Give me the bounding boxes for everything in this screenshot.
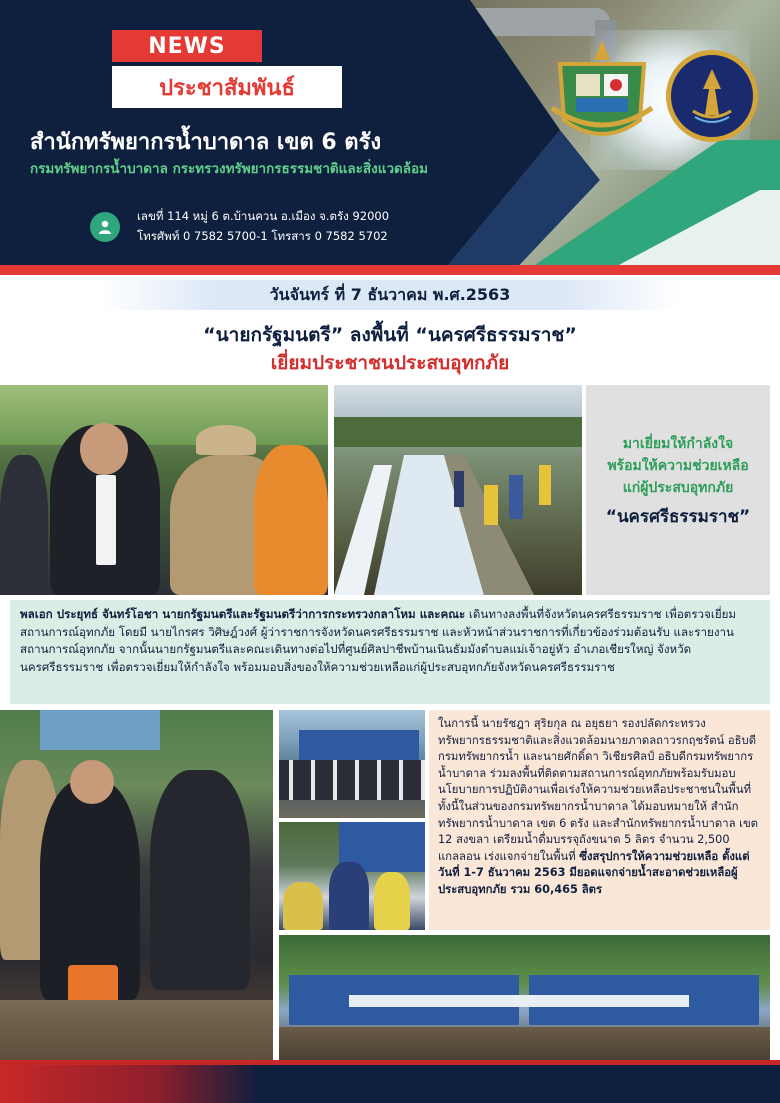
- person-shape: [0, 455, 48, 595]
- flood-water-shape: [0, 1000, 273, 1060]
- water-bottles-row: [349, 995, 689, 1007]
- headline-line-2: เยี่ยมประชาชนประสบอุทกภัย: [270, 352, 510, 374]
- banner-shape: [40, 710, 160, 750]
- person-shape: [283, 882, 323, 930]
- photo-walking-in-flood: [0, 710, 273, 1060]
- date-bar: วันจันทร์ ที่ 7 ธันวาคม พ.ศ.2563: [100, 280, 680, 310]
- user-location-icon: [90, 212, 120, 242]
- person-shape: [254, 445, 328, 595]
- person-shape: [374, 872, 410, 930]
- person-shape: [150, 770, 250, 990]
- pr-title: ประชาสัมพันธ์: [112, 66, 342, 108]
- department-title: กรมทรัพยากรน้ำบาดาล กระทรวงทรัพยากรธรรมชาติและสิ่งแวดล้อม: [30, 161, 429, 177]
- person-shape: [329, 862, 369, 930]
- photo-water-trucks-flood: [279, 935, 770, 1060]
- header-banner: [0, 0, 780, 275]
- photo-water-bottles-line: [334, 385, 582, 595]
- para1-lead: พลเอก ประยุทธ์ จันทร์โอชา นายกรัฐมนตรีและรัฐมนตรีว่าการกระทรวงกลาโหม และคณะ: [20, 607, 466, 621]
- cap-shape: [196, 425, 256, 455]
- water-bottles-row: [334, 445, 582, 595]
- para1-body: เดินทางลงพื้นที่จังหวัดนครศรีธรรมราช เพื่อตรวจเยี่ยมสถานการณ์อุทกภัย โดยมี นายไกรศร วิศิษฎ์วงศ์ ผู้ว่าราชการจังหวัดนครศรีธรรมราช และหัวหน้าส่วนราชการที่เกี่ยวข้องร่วมต้อนรับ และรายงานสถานการณ์อุทกภัย จากนั้นนายกรัฐมนตรีและคณะเดินทางต่อไปที่ศูนย์ศิลปาชีพบ้านเนินธัมมังตำบลแม่เจ้าอยู่หัว อำเภอเชียรใหญ่ จังหวัดนครศรีธรรมราช เพื่อตรวจเยี่ยมให้กำลังใจ พร้อมมอบสิ่งของให้ความช่วยเหลือแก่ผู้ประสบอุทกภัยจังหวัดนครศรีธรรมราช: [20, 607, 737, 674]
- side-caption-box: [586, 385, 770, 595]
- side-caption-line-2: พร้อมให้ความช่วยเหลือ: [607, 458, 749, 474]
- side-caption-line-1: มาเยี่ยมให้กำลังใจ: [622, 436, 734, 452]
- group-of-people-shape: [279, 760, 425, 800]
- address-line-1: เลขที่ 114 หมู่ 6 ต.บ้านควน อ.เมือง จ.ตรัง 92000: [137, 209, 390, 223]
- face-shape: [80, 423, 128, 475]
- article-paragraph-1: [10, 600, 770, 704]
- article-paragraph-2: [429, 710, 770, 930]
- trees-background: [0, 385, 328, 445]
- provincial-seal-logo: [548, 38, 656, 150]
- flood-water-shape: [279, 1027, 770, 1060]
- side-caption-province: “นครศรีธรรมราช”: [605, 507, 751, 527]
- para2-body: ในการนี้ นายรัชฎา สุริยกุล ณ อยุธยา รองปลัดกระทรวงทรัพยากรธรรมชาติและสิ่งแวดล้อมนายภาดลถาวรกฤชรัตน์ อธิบดีกรมทรัพยากรน้ำ และนายศักดิ์ดา วิเชียรศิลป์ อธิบดีกรมทรัพยากรน้ำบาดาล ร่วมลงพื้นที่ติดตามสถานการณ์อุทกภัยพร้อมรับมอบนโยบายการปฏิบัติงานเพื่อเร่งให้ความช่วยเหลือประชาชนในพื้นที่ ทั้งนี้ในส่วนของกรมทรัพยากรน้ำบาดาล ได้มอบหมายให้ สำนักทรัพยากรน้ำบาดาล เขต 6 ตรัง และสำนักทรัพยากรน้ำบาดาล เขต 12 สงขลา เตรียมน้ำดื่มบรรจุถังขนาด 5 ลิตร จำนวน 2,500 แกลลอน เร่งแจกจ่ายในพื้นที่: [438, 717, 759, 863]
- photo-distributing-water: [279, 822, 425, 930]
- trees-shape: [279, 935, 770, 975]
- para2-summary: ซึ่งสรุปการให้ความช่วยเหลือ ตั้งแต่วันที่ 1-7 ธันวาคม 2563 มียอดแจกจ่ายน้ำสะอาดช่วยเหลือผู้ประสบอุทกภัย รวม 60,465 ลิตร: [438, 849, 750, 896]
- address-line-2: โทรศัพท์ 0 7582 5700-1 โทรสาร 0 7582 5702: [137, 229, 388, 243]
- shirt-shape: [96, 475, 116, 565]
- face-shape: [70, 760, 114, 804]
- side-caption-line-3: แก่ผู้ประสบอุทกภัย: [622, 480, 734, 496]
- headline-line-1: “นายกรัฐมนตรี” ลงพื้นที่ “นครศรีธรรมราช”: [203, 324, 577, 346]
- photo-group-in-front-of-truck: [279, 710, 425, 818]
- footer-red-gradient: [0, 1065, 260, 1103]
- department-of-groundwater-resources-logo: [666, 50, 758, 142]
- news-tag: NEWS: [112, 30, 262, 62]
- photo-prime-minister-meeting: [0, 385, 328, 595]
- trees-shape: [334, 417, 582, 447]
- office-title: สำนักทรัพยากรน้ำบาดาล เขต 6 ตรัง: [30, 130, 382, 155]
